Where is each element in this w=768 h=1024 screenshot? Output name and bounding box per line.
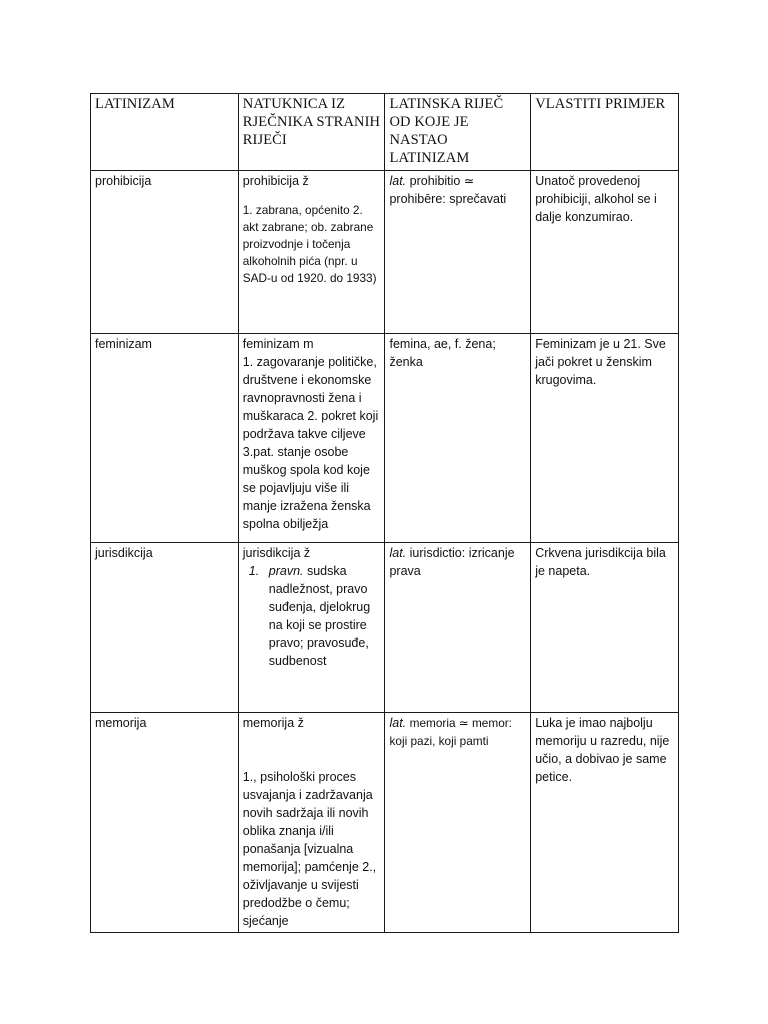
list-item [248, 562, 381, 670]
entry-text: 1. zagovaranje političke, društvene i ekonomske ravnopravnosti žena i muškaraca 2. pokret koji podržava takve ciljeve 3.pat. stanje osobe muškog spola kod koje se pojavljuju više ili manje izražena ženska spolna obilježja [242, 355, 379, 531]
entry-list [243, 562, 381, 670]
example-cell: Feminizam je u 21. Sve jači pokret u ženskim krugovima. [531, 334, 679, 543]
word-cell: prohibicija [91, 171, 239, 334]
entry-cell [238, 543, 385, 713]
latinism-table [90, 93, 679, 933]
list-text: sudska nadležnost, pravo suđenja, djelokrug na koji se prostire pravo; pravosuđe, sudbenost [268, 564, 371, 668]
latin-text: prohibitio ≃ prohibēre: sprečavati [389, 174, 507, 206]
header-latinism: LATINIZAM [91, 94, 239, 171]
latin-cell: femina, ae, f. žena; ženka [385, 334, 531, 543]
list-prefix: pravn. [268, 564, 304, 578]
header-dictionary-entry: NATUKNICA IZ RJEČNIKA STRANIH RIJEČI [238, 94, 385, 171]
latin-cell [385, 713, 531, 933]
latin-cell [385, 171, 531, 334]
entry-head: memorija ž [242, 716, 304, 730]
entry-head: prohibicija ž [242, 174, 309, 188]
latin-prefix: lat. [389, 716, 407, 730]
entry-head: feminizam m [242, 337, 314, 351]
table-row [91, 543, 679, 713]
spacer [243, 190, 381, 202]
header-latin-word: LATINSKA RIJEČ OD KOJE JE NASTAO LATINIZAM [385, 94, 531, 171]
header-row [91, 94, 679, 171]
table-row [91, 713, 679, 933]
spacer [243, 732, 381, 768]
word-cell: jurisdikcija [91, 543, 239, 713]
latin-prefix: lat. [389, 546, 407, 560]
table-row [91, 171, 679, 334]
latin-prefix: lat. [389, 174, 407, 188]
word-cell: feminizam [91, 334, 239, 543]
latin-text: iurisdictio: izricanje prava [389, 546, 515, 578]
example-cell: Crkvena jurisdikcija bila je napeta. [531, 543, 679, 713]
entry-text: 1. zabrana, općenito 2. akt zabrane; ob. zabrane proizvodnje i točenja alkoholnih pića (npr. u SAD-u od 1920. do 1933) [242, 203, 377, 285]
entry-cell [238, 334, 385, 543]
latin-cell [385, 543, 531, 713]
example-cell: Luka je imao najbolju memoriju u razredu, nije učio, a dobivao je same petice. [531, 713, 679, 933]
entry-head: jurisdikcija ž [242, 546, 311, 560]
word-cell: memorija [91, 713, 239, 933]
list-content [269, 562, 381, 670]
table-row [91, 334, 679, 543]
example-cell: Unatoč provedenoj prohibiciji, alkohol se i dalje konzumirao. [531, 171, 679, 334]
entry-cell [238, 713, 385, 933]
list-number: 1. [248, 564, 260, 578]
entry-cell [238, 171, 385, 334]
entry-text: 1., psihološki proces usvajanja i zadržavanja novih sadržaja ili novih oblika znanja i/ili ponašanja [vizualna memorija]; pamćenje 2., oživljavanje u svijesti predodžbe o čemu; sjećanje [242, 770, 377, 928]
latin-text: memoria ≃ memor: koji pazi, koji pamti [389, 716, 512, 748]
header-own-example: VLASTITI PRIMJER [531, 94, 679, 171]
